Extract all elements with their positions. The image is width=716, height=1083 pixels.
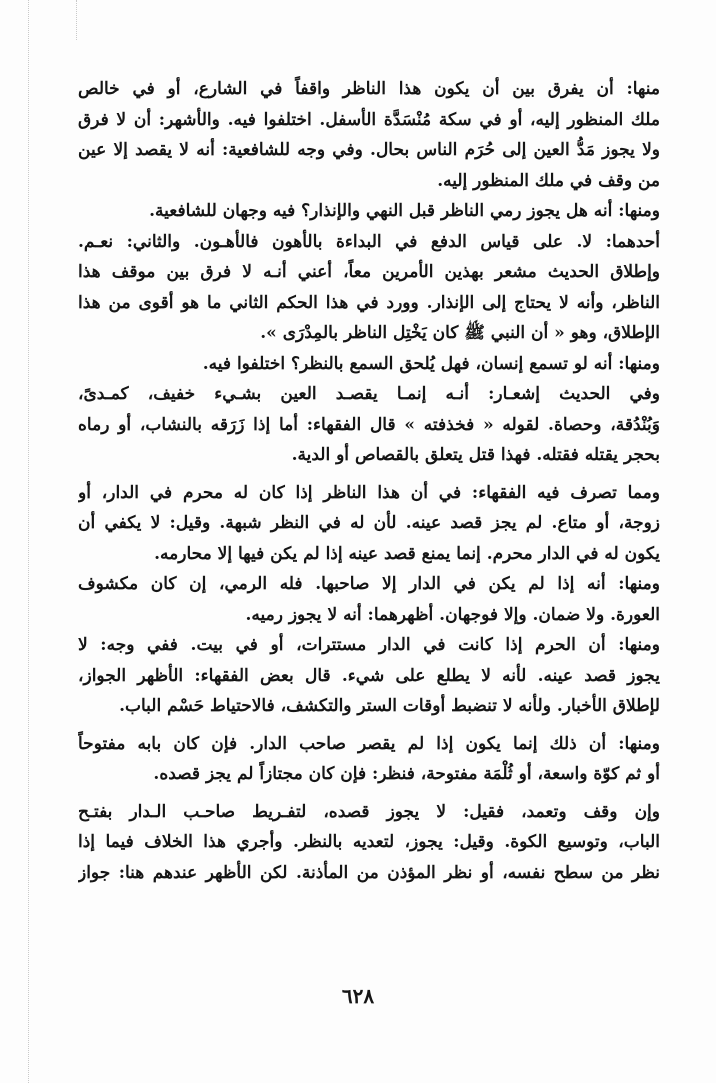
text-line-7: وإطلاق الحديث مشعر بهذين الأمرين معاً، أعني أنـه لا فرق بين موقف هذا	[78, 262, 660, 282]
text-line-12: وَبُنْدُقة، وحصاة. لقوله « فخذفته » قال الفقهاء: أما إذا زَرَقه بالنشاب، أو رماه	[78, 414, 660, 435]
page-number: ٦٢٨	[341, 984, 375, 1008]
text-line-9: الإطلاق، وهو « أن النبي ﷺ كان يَخْتِل الناظر بالمِدْرَى ».	[260, 323, 660, 343]
text-line-26: نظر من سطح نفسه، أو نظر المؤذن من المأذنة. لكن الأظهر عندهم هنا: جواز	[78, 862, 660, 883]
text-line-25: الباب، وتوسيع الكوة. وقيل: يجوز، لتعديه بالنظر. وأجري هذا الخلاف فيما إذا	[78, 832, 660, 852]
text-line-6: أحدهما: لا. على قياس الدفع في البداءة بالأهون فالأهـون. والثاني: نعـم.	[78, 231, 660, 252]
text-line-10: ومنها: أنه لو تسمع إنسان، فهل يُلحق السمع بالنظر؟ اختلفوا فيه.	[202, 353, 660, 374]
text-line-5: ومنها: أنه هل يجوز رمي الناظر قبل النهي والإنذار؟ فيه وجهان للشافعية.	[149, 201, 660, 221]
text-line-2: ملك المنظور إليه، أو في سكة مُنْسَدَّة الأسفل. اختلفوا فيه. والأشهر: أن لا فرق	[78, 109, 660, 130]
scan-fold-line	[28, 0, 29, 1083]
text-line-1: منها: أن يفرق بين أن يكون هذا الناظر واقفاً في الشارع، أو في خالص	[78, 79, 660, 99]
page-body-text	[78, 74, 660, 888]
text-line-4: من وقف في ملك المنظور إليه.	[437, 170, 660, 191]
text-line-11: وفي الحديث إشعـار: أنـه إنمـا يقصـد العين بشـيء خفيف، كمـدىً،	[78, 384, 660, 404]
text-line-24: وإن وقف وتعمد، فقيل: لا يجوز قصده، لتفـريط صاحـب الـدار بفتـح	[78, 801, 660, 822]
text-line-13: بحجر يقتله فقتله. فهذا قتل يتعلق بالقصاص أو الدية.	[291, 445, 660, 465]
text-line-23: أو ثم كوّة واسعة، أو ثُلْمَة مفتوحة، فنظر: فإن كان مجتازاً لم يجز قصده.	[153, 764, 660, 784]
text-line-21: لإطلاق الأخبار. ولأنه لا تنضبط أوقات الستر والتكشف، فالاحتياط حَسْم الباب.	[119, 696, 660, 716]
text-line-15: زوجة، أو متاع. لم يجز قصد عينه. لأن له في النظر شبهة. وقيل: لا يكفي أن	[78, 513, 660, 533]
scan-edge-mark	[76, 0, 77, 40]
paragraph-gap	[78, 790, 660, 797]
text-line-20: يجوز قصد عينه. لأنه لا يطلع على شيء. قال بعض الفقهاء: الأظهر الجواز،	[78, 665, 660, 686]
text-line-3: ولا يجوز مَدُّ العين إلى حُرَم الناس بحال. وفي وجه للشافعية: أنه لا يقصد إلا عين	[78, 140, 660, 160]
paragraph-gap	[78, 722, 660, 729]
paragraph-gap	[78, 471, 660, 478]
text-line-14: ومما تصرف فيه الفقهاء: في أن هذا الناظر إذا كان له محرم في الدار، أو	[78, 482, 660, 503]
text-line-19: ومنها: أن الحرم إذا كانت في الدار مستترات، أو في بيت. ففي وجه: لا	[78, 635, 660, 655]
text-line-22: ومنها: أن ذلك إنما يكون إذا لم يقصر صاحب الدار. فإن كان بابه مفتوحاً	[78, 733, 660, 754]
text-line-8: الناظر، وأنه لا يحتاج إلى الإنذار. وورد في هذا الحكم الثاني ما هو أقوى من هذا	[78, 292, 660, 313]
text-line-18: العورة. ولا ضمان. وإلا فوجهان. أظهرهما: أنه لا يجوز رميه.	[245, 604, 660, 625]
text-line-17: ومنها: أنه إذا لم يكن في الدار إلا صاحبها. فله الرمي، إن كان مكشوف	[78, 574, 660, 594]
text-line-16: يكون له في الدار محرم. إنما يمنع قصد عينه إذا لم يكن فيها إلا محارمه.	[154, 543, 660, 564]
